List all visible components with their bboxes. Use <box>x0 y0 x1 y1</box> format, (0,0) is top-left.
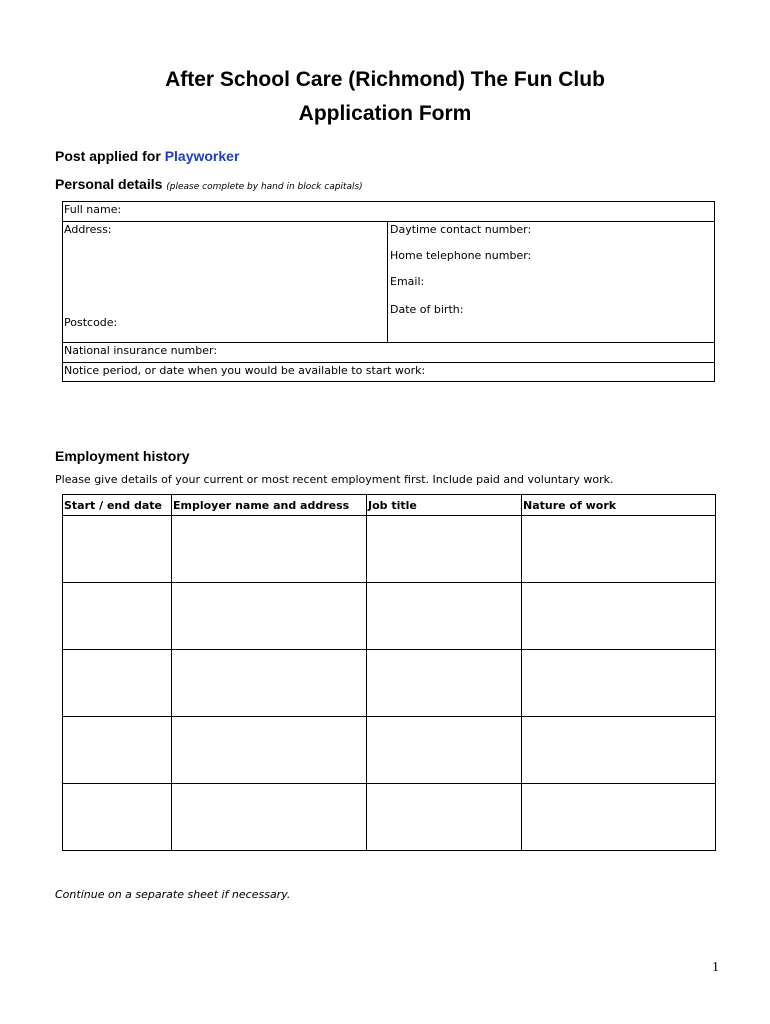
form-title: After School Care (Richmond) The Fun Club <box>165 68 605 91</box>
column-header-nature-of-work: Nature of work <box>522 495 716 516</box>
table-cell[interactable] <box>367 717 522 784</box>
employment-history-heading: Employment history <box>55 448 190 464</box>
divider <box>63 362 714 363</box>
table-cell[interactable] <box>63 650 172 717</box>
employment-history-table <box>62 494 716 851</box>
table-cell[interactable] <box>522 650 716 717</box>
column-header-dates: Start / end date <box>63 495 172 516</box>
table-header-row <box>63 495 716 516</box>
postcode-field[interactable]: Postcode: <box>64 316 118 329</box>
table-cell[interactable] <box>522 717 716 784</box>
email-field[interactable]: Email: <box>390 275 425 288</box>
table-row <box>63 583 716 650</box>
table-cell[interactable] <box>63 583 172 650</box>
table-cell[interactable] <box>367 784 522 851</box>
table-cell[interactable] <box>522 583 716 650</box>
address-field[interactable]: Address: <box>64 223 112 236</box>
table-cell[interactable] <box>63 784 172 851</box>
page-number: 1 <box>712 960 719 975</box>
table-cell[interactable] <box>172 583 367 650</box>
table-row <box>63 650 716 717</box>
table-cell[interactable] <box>367 516 522 583</box>
table-cell[interactable] <box>522 784 716 851</box>
table-cell[interactable] <box>172 717 367 784</box>
table-cell[interactable] <box>172 516 367 583</box>
table-cell[interactable] <box>63 717 172 784</box>
divider <box>63 221 714 222</box>
table-cell[interactable] <box>367 583 522 650</box>
daytime-contact-field[interactable]: Daytime contact number: <box>390 223 532 236</box>
divider <box>63 342 714 343</box>
notice-period-field[interactable]: Notice period, or date when you would be available to start work: <box>64 364 426 377</box>
column-header-job-title: Job title <box>367 495 522 516</box>
table-row <box>63 516 716 583</box>
table-row <box>63 784 716 851</box>
column-header-employer: Employer name and address <box>172 495 367 516</box>
table-cell[interactable] <box>172 650 367 717</box>
continue-note: Continue on a separate sheet if necessary. <box>55 888 291 901</box>
personal-details-heading: Personal details <box>55 176 163 192</box>
table-cell[interactable] <box>172 784 367 851</box>
full-name-field[interactable]: Full name: <box>64 203 122 216</box>
table-row <box>63 717 716 784</box>
personal-details-note: (please complete by hand in block capitals) <box>166 182 363 192</box>
post-applied-line <box>55 148 239 164</box>
personal-details-heading-line <box>55 176 363 192</box>
post-applied-value: Playworker <box>164 148 240 164</box>
divider <box>387 221 388 342</box>
table-cell[interactable] <box>367 650 522 717</box>
form-subtitle: Application Form <box>298 102 472 125</box>
personal-details-box <box>62 201 715 382</box>
national-insurance-field[interactable]: National insurance number: <box>64 344 218 357</box>
table-cell[interactable] <box>63 516 172 583</box>
post-applied-label: Post applied for <box>55 148 161 164</box>
table-cell[interactable] <box>522 516 716 583</box>
home-telephone-field[interactable]: Home telephone number: <box>390 249 532 262</box>
employment-history-note: Please give details of your current or most recent employment first. Include paid and voluntary work. <box>55 473 614 486</box>
date-of-birth-field[interactable]: Date of birth: <box>390 303 464 316</box>
